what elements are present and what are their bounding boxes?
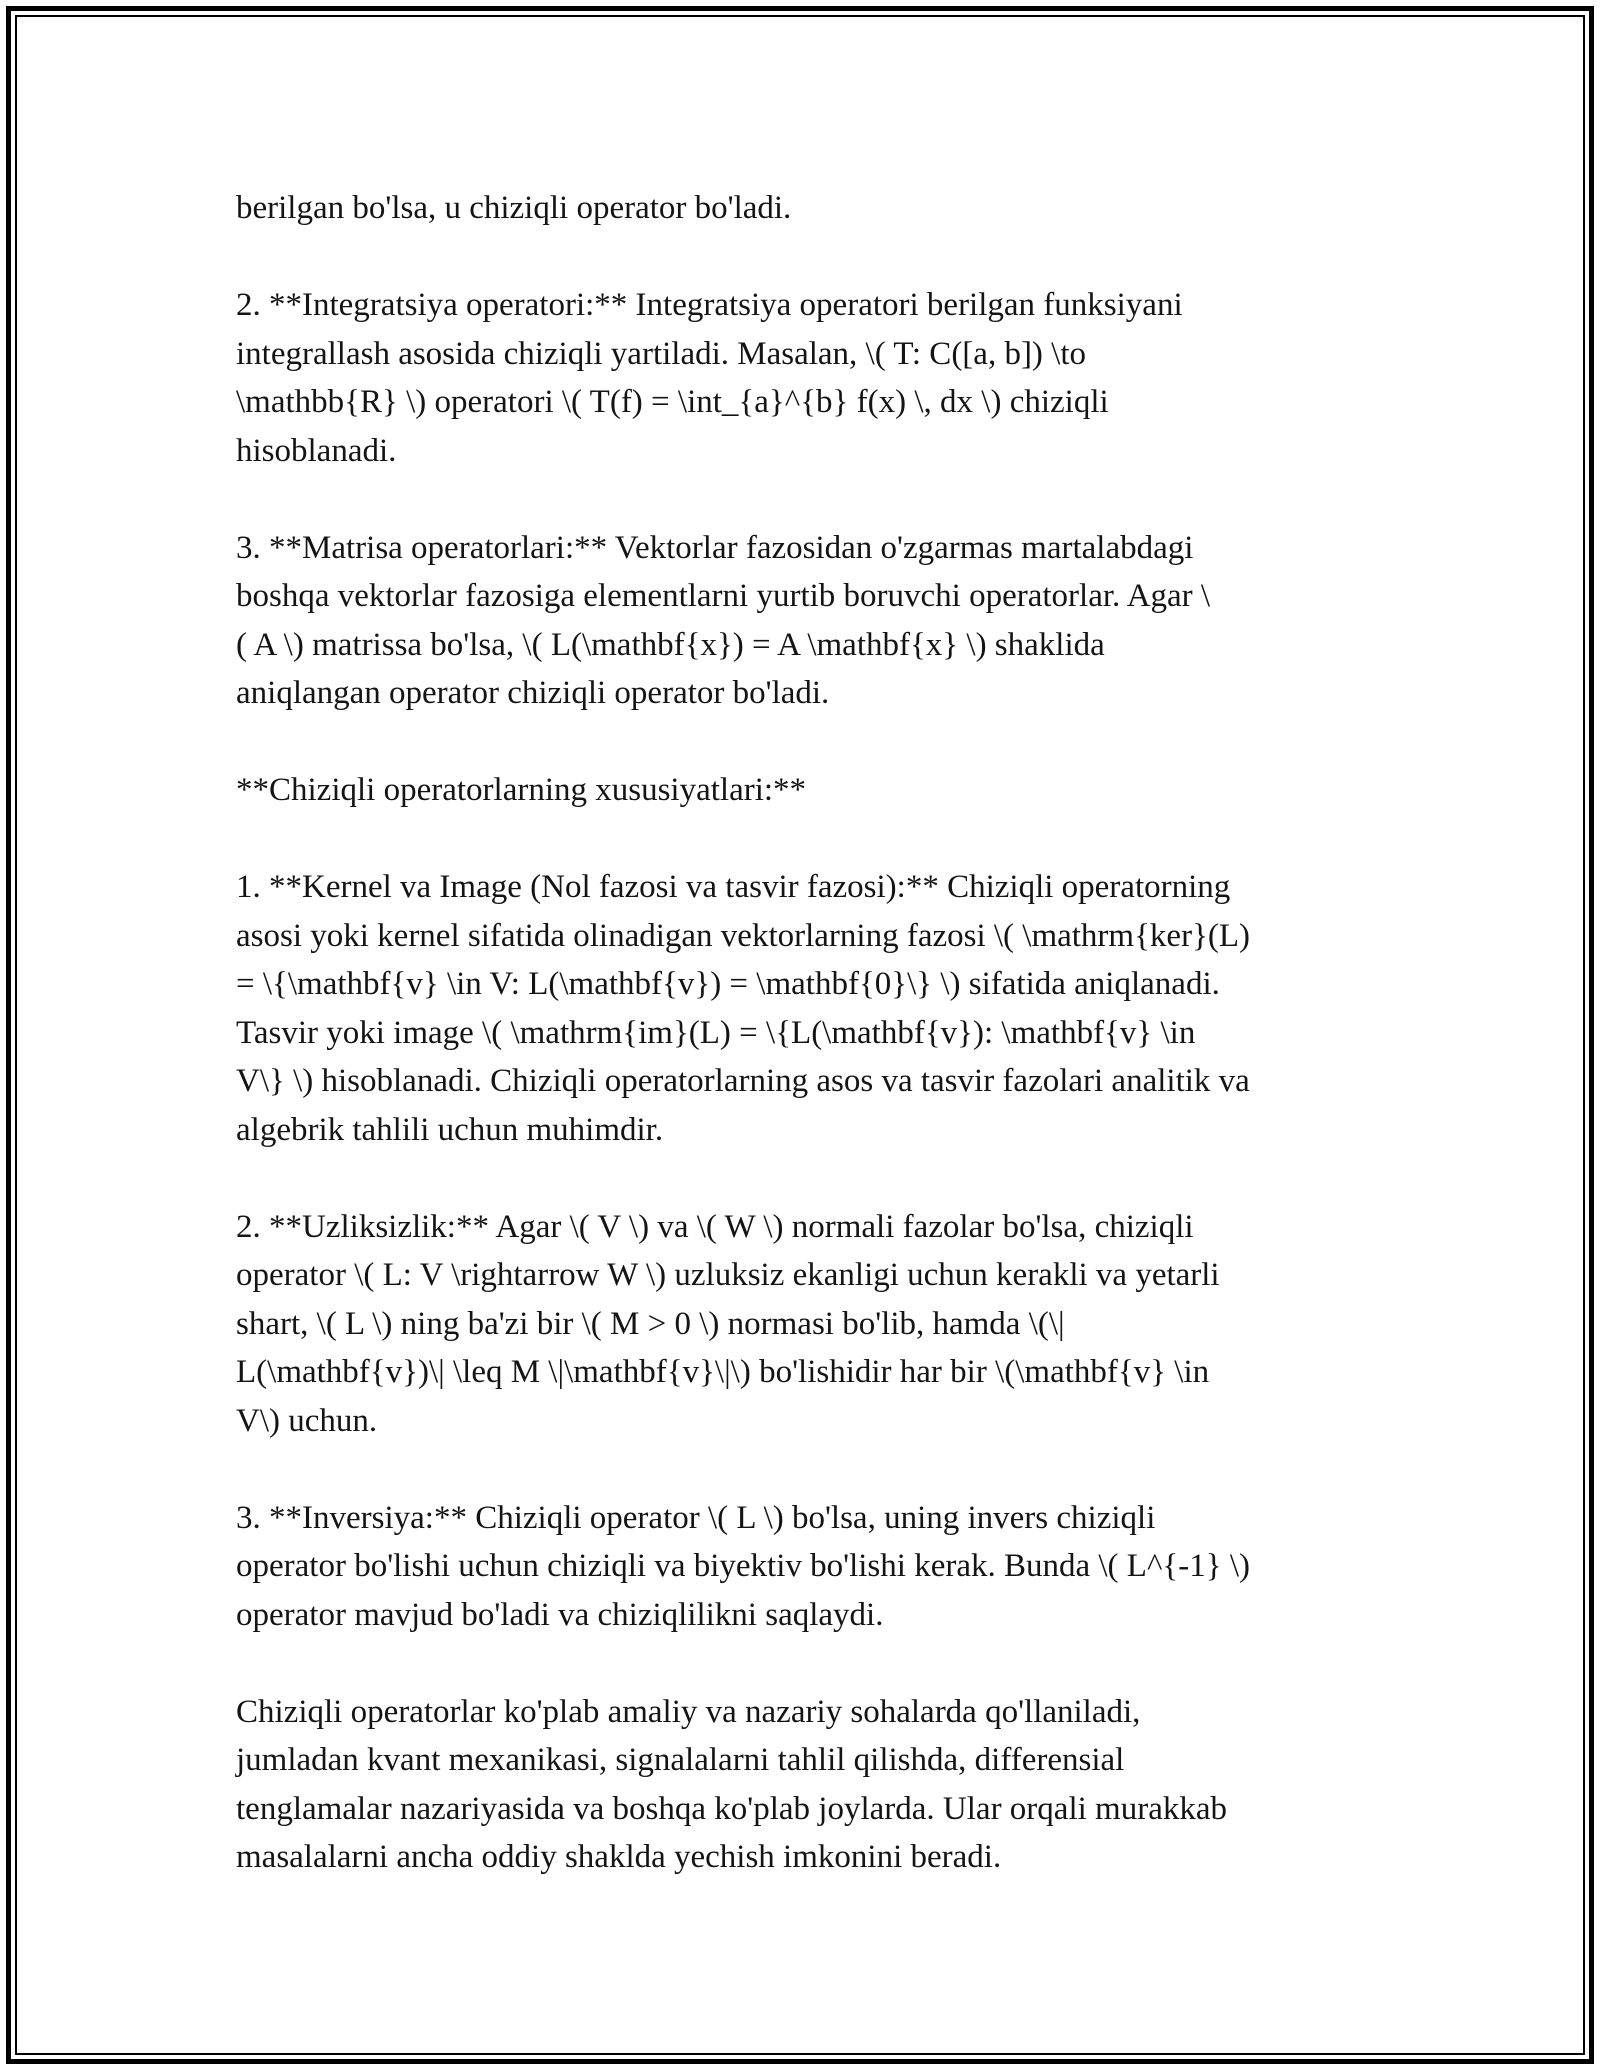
paragraph-conclusion: Chiziqli operatorlar ko'plab amaliy va nazariy sohalarda qo'llaniladi, jumladan kvant mexanikasi, signalalarni tahlil qilishda, differensial tenglamalar nazariyasida va boshqa ko'plab joylarda. Ular orqali murakkab masalalarni ancha oddiy shakldа yechish imkonini beradi. bbox=[236, 1693, 1227, 1875]
document-body bbox=[236, 184, 1376, 1882]
paragraph-integration-operator: 2. **Integratsiya operatori:** Integratsiya operatori berilgan funksiyani integrallash asosida chiziqli yartiladi. Masalan, \( T: C([a, b]) \to \mathbb{R} \) operatori \( T(f) = \int_{a}^{b} f(x) \, dx \) chiziqli hisoblanadi. bbox=[236, 287, 1183, 469]
paragraph-inversion: 3. **Inversiya:** Chiziqli operator \( L \) bo'lsa, uning invers chiziqli operator bo'lishi uchun chiziqli va biyektiv bo'lishi kerak. Bunda \( L^{-1} \) operator mavjud bo'ladi va chiziqlilikni saqlaydi. bbox=[236, 1499, 1251, 1633]
section-heading-properties: **Chiziqli operatorlarning xususiyatlari:** bbox=[236, 772, 807, 808]
paragraph-continuity: 2. **Uzliksizlik:** Agar \( V \) va \( W \) normali fazolar bo'lsa, chiziqli operator \( L: V \rightarrow W \) uzluksiz ekanligi uchun kerakli va yetarli shart, \( L \) ning ba'zi bir \( M > 0 \) normasi bo'lib, hamda \(\| L(\mathbf{v})\| \leq M \|\mathbf{v}\|\) bo'lishidir har bir \(\mathbf{v} \in V\) uchun. bbox=[236, 1208, 1220, 1439]
paragraph-kernel-image: 1. **Kernel va Image (Nol fazosi va tasvir fazosi):** Chiziqli operatorning asosi yoki kernel sifatida olinadigan vektorlarning fazosi \( \mathrm{ker}(L) = \{\mathbf{v} \in V: L(\mathbf{v}) = \mathbf{0}\} \) sifatida aniqlanadi. Tasvir yoki image \( \mathrm{im}(L) = \{L(\mathbf{v}): \mathbf{v} \in V\} \) hisoblanadi. Chiziqli operatorlarning asos va tasvir fazolari analitik va algebrik tahlili uchun muhimdir. bbox=[236, 869, 1251, 1148]
paragraph-matrix-operators: 3. **Matrisa operatorlari:** Vektorlar fazosidan o'zgarmas martalabdagi boshqa vektorlar fazosiga elementlarni yurtib boruvchi operatorlar. Agar \ ( A \) matrissa bo'lsa, \( L(\mathbf{x}) = A \mathbf{x} \) shaklida aniqlangan operator chiziqli operator bo'ladi. bbox=[236, 529, 1211, 711]
paragraph-continuation: berilgan bo'lsa, u chiziqli operator bo'ladi. bbox=[236, 190, 792, 226]
